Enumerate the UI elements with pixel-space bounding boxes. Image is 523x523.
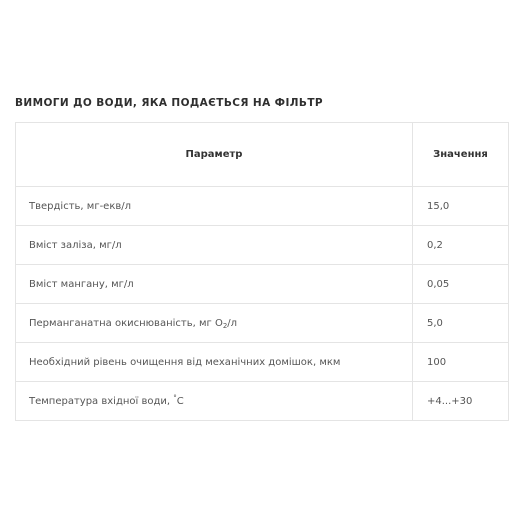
param-cell: Вміст заліза, мг/л [16,226,413,265]
specs-table [15,122,509,421]
param-cell [16,304,413,343]
param-cell: Твердість, мг-екв/л [16,187,413,226]
table-row [16,187,509,226]
param-text: Перманганатна окиснюваність, мг O [29,317,223,329]
table-row [16,265,509,304]
param-cell: Вміст мангану, мг/л [16,265,413,304]
table-row [16,304,509,343]
value-cell: 15,0 [413,187,509,226]
param-cell: Необхідний рівень очищення від механічних домішок, мкм [16,343,413,382]
param-text-suffix: C [176,395,184,407]
column-header-value: Значення [413,123,509,187]
value-cell: +4...+30 [413,382,509,421]
table-row [16,382,509,421]
param-text-suffix: /л [227,317,238,329]
degree-superscript: ° [173,393,177,402]
value-cell: 100 [413,343,509,382]
value-cell: 0,2 [413,226,509,265]
subscript: 2 [222,321,228,330]
param-cell [16,382,413,421]
value-cell: 5,0 [413,304,509,343]
table-header-row [16,123,509,187]
value-cell: 0,05 [413,265,509,304]
table-row [16,226,509,265]
section-title: ВИМОГИ ДО ВОДИ, ЯКА ПОДАЄТЬСЯ НА ФІЛЬТР [15,97,323,109]
column-header-parameter: Параметр [16,123,413,187]
table-row [16,343,509,382]
param-text: Температура вхідної води, [29,395,174,407]
